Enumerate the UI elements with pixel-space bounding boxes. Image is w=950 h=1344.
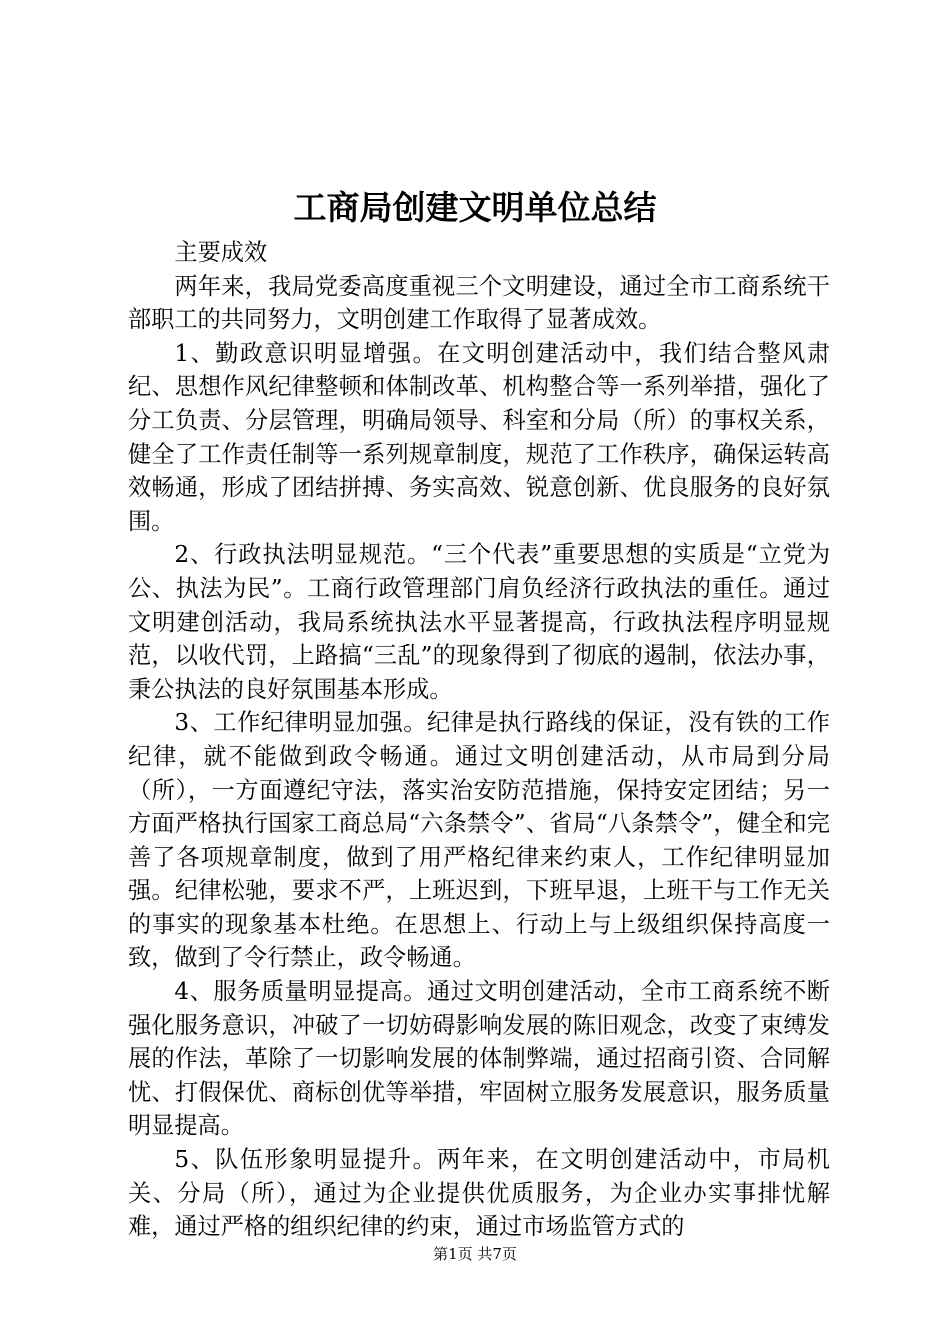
document-body [128,236,830,1244]
paragraph-item-5: 5、队伍形象明显提升。两年来，在文明创建活动中，市局机关、分局（所），通过为企业提供优质服务，为企业办实事排忧解难，通过严格的组织纪律的约束，通过市场监管方式的 [128,1146,830,1241]
page-number-footer: 第1页 共7页 [433,1245,517,1263]
paragraph-item-4: 4、服务质量明显提高。通过文明创建活动，全市工商系统不断强化服务意识，冲破了一切妨碍影响发展的陈旧观念，改变了束缚发展的作法，革除了一切影响发展的体制弊端，通过招商引资、合同解忧、打假保优、商标创优等举措，牢固树立服务发展意识，服务质量明显提高。 [128,978,830,1140]
paragraph-item-2: 2、行政执法明显规范。“三个代表”重要思想的实质是“立党为公、执法为民”。工商行政管理部门肩负经济行政执法的重任。通过文明建创活动，我局系统执法水平显著提高，行政执法程序明显规范，以收代罚，上路搞“三乱”的现象得到了彻底的遏制，依法办事，秉公执法的良好氛围基本形成。 [128,541,830,703]
section-heading: 主要成效 [174,239,268,266]
paragraph-item-1: 1、勤政意识明显增强。在文明创建活动中，我们结合整风肃纪、思想作风纪律整顿和体制改革、机构整合等一系列举措，强化了分工负责、分层管理，明确局领导、科室和分局（所）的事权关系，健全了工作责任制等一系列规章制度，规范了工作秩序，确保运转高效畅通，形成了团结拼搏、务实高效、锐意创新、优良服务的良好氛围。 [128,339,830,535]
paragraph-item-3: 3、工作纪律明显加强。纪律是执行路线的保证，没有铁的工作纪律，就不能做到政令畅通。通过文明创建活动，从市局到分局（所），一方面遵纪守法，落实治安防范措施，保持安定团结；另一方面严格执行国家工商总局“六条禁令”、省局“八条禁令”，健全和完善了各项规章制度，做到了用严格纪律来约束人，工作纪律明显加强。纪律松驰，要求不严，上班迟到，下班早退，上班干与工作无关的事实的现象基本杜绝。在思想上、行动上与上级组织保持高度一致，做到了令行禁止，政令畅通。 [128,709,830,972]
document-title: 工商局创建文明单位总结 [293,188,657,227]
paragraph-intro: 两年来，我局党委高度重视三个文明建设，通过全市工商系统干部职工的共同努力，文明创建工作取得了显著成效。 [128,272,830,334]
